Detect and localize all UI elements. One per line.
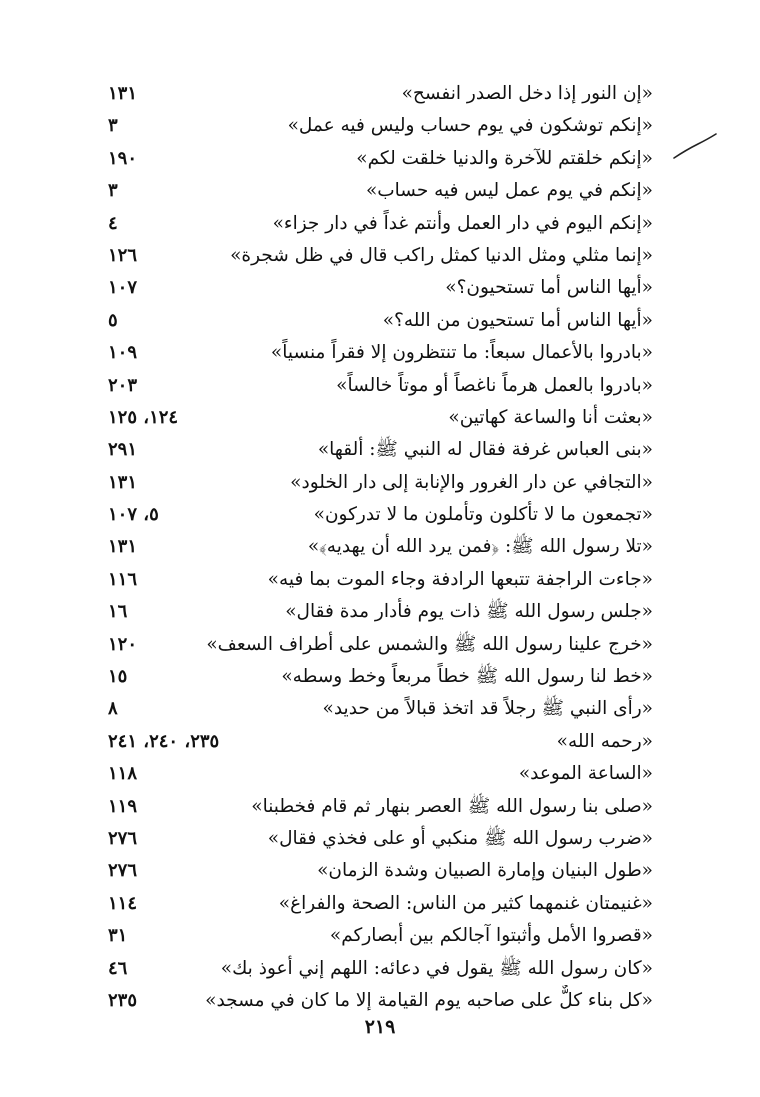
- hadith-text: «غنيمتان غنمهما كثير من الناس: الصحة والفراغ»: [278, 892, 653, 914]
- page-references: ١١٤: [108, 892, 138, 914]
- hadith-text: «جاءت الراجفة تتبعها الرادفة وجاء الموت بما فيه»: [267, 568, 653, 590]
- page-references: ٥، ١٠٧: [108, 504, 159, 526]
- index-entry: [108, 434, 653, 466]
- page-references: ٢٠٣: [108, 374, 138, 396]
- hadith-text: «قصروا الأمل وأثبتوا آجالكم بين أبصاركم»: [329, 925, 653, 947]
- index-entry: [108, 629, 653, 661]
- page-references: ١٣١: [108, 536, 138, 558]
- index-entry: [108, 726, 653, 758]
- hadith-text: «إنما مثلي ومثل الدنيا كمثل راكب قال في ظل شجرة»: [230, 244, 653, 266]
- page-references: ١٢٠: [108, 633, 138, 655]
- hadith-text: «بادروا بالعمل هرماً ناغصاً أو موتاً خالساً»: [336, 374, 653, 396]
- index-entry: [108, 370, 653, 402]
- hadith-text: «أيها الناس أما تستحيون؟»: [445, 277, 653, 299]
- page-references: ١١٩: [108, 795, 138, 817]
- page-references: ٢٧٦: [108, 827, 138, 849]
- hadith-text: «صلى بنا رسول الله ﷺ العصر بنهار ثم قام فخطبنا»: [251, 795, 653, 817]
- index-entry: [108, 143, 653, 175]
- hadith-index-list: [108, 78, 653, 1017]
- page-number: ٢١٩: [364, 1016, 396, 1038]
- index-entry: [108, 305, 653, 337]
- index-entry: [108, 985, 653, 1017]
- index-entry: [108, 693, 653, 725]
- hadith-text: «أيها الناس أما تستحيون من الله؟»: [382, 309, 653, 331]
- index-entry: [108, 78, 653, 110]
- page-references: ٣١: [108, 925, 128, 947]
- index-entry: [108, 920, 653, 952]
- hadith-text: «كل بناء كلٌّ على صاحبه يوم القيامة إلا ما كان في مسجد»: [205, 989, 653, 1011]
- page-references: ١١٦: [108, 568, 138, 590]
- index-entry: [108, 110, 653, 142]
- index-entry: [108, 758, 653, 790]
- page-references: ٣: [108, 115, 118, 137]
- hadith-text: «التجافي عن دار الغرور والإنابة إلى دار الخلود»: [290, 471, 653, 493]
- hadith-text: «إنكم توشكون في يوم حساب وليس فيه عمل»: [287, 115, 653, 137]
- page-references: ٢٧٦: [108, 860, 138, 882]
- index-entry: [108, 596, 653, 628]
- index-entry: [108, 272, 653, 304]
- hadith-text: «بنى العباس غرفة فقال له النبي ﷺ: ألقها»: [317, 439, 653, 461]
- index-entry: [108, 531, 653, 563]
- hadith-text: «طول البنيان وإمارة الصبيان وشدة الزمان»: [317, 860, 653, 882]
- index-entry: [108, 240, 653, 272]
- hadith-text: «رأى النبي ﷺ رجلاً قد اتخذ قبالاً من حديد»: [322, 698, 653, 720]
- hadith-text: «كان رسول الله ﷺ يقول في دعائه: اللهم إني أعوذ بك»: [220, 957, 653, 979]
- index-entry: [108, 337, 653, 369]
- page-references: ٥: [108, 309, 118, 331]
- hadith-text: «ضرب رسول الله ﷺ منكبي أو على فخذي فقال»: [267, 827, 653, 849]
- hadith-text: «تلا رسول الله ﷺ: ﴿فمن يرد الله أن يهديه﴾»: [307, 536, 653, 558]
- hadith-text: «خط لنا رسول الله ﷺ خطاً مربعاً وخط وسطه»: [281, 666, 653, 688]
- page-references: ٢٣٥: [108, 989, 138, 1011]
- index-entry: [108, 208, 653, 240]
- hadith-text: «إنكم في يوم عمل ليس فيه حساب»: [365, 180, 653, 202]
- index-entry: [108, 855, 653, 887]
- page-references: ١٣١: [108, 83, 138, 104]
- index-entry: [108, 175, 653, 207]
- page-references: ١٦: [108, 601, 128, 623]
- hadith-text: «جلس رسول الله ﷺ ذات يوم فأدار مدة فقال»: [285, 601, 653, 623]
- page-references: ١٩٠: [108, 147, 138, 169]
- index-entry: [108, 823, 653, 855]
- index-entry: [108, 499, 653, 531]
- hadith-text: «رحمه الله»: [556, 730, 653, 752]
- page-references: ٨: [108, 698, 118, 720]
- hadith-text: «الساعة الموعد»: [518, 763, 653, 785]
- index-entry: [108, 791, 653, 823]
- page-references: ١٢٦: [108, 244, 138, 266]
- page-references: ١٠٧: [108, 277, 138, 299]
- margin-pen-mark: [672, 132, 718, 162]
- page-references: ١١٨: [108, 763, 138, 785]
- hadith-text: «خرج علينا رسول الله ﷺ والشمس على أطراف السعف»: [206, 633, 653, 655]
- hadith-text: «بعثت أنا والساعة كهاتين»: [448, 406, 653, 428]
- index-entry: [108, 467, 653, 499]
- hadith-text: «تجمعون ما لا تأكلون وتأملون ما لا تدركون»: [313, 504, 653, 526]
- page-references: ٤٦: [108, 957, 128, 979]
- page-references: ٢٣٥، ٢٤٠، ٢٤١: [108, 730, 220, 752]
- page-references: ٤: [108, 212, 118, 234]
- page-references: ١٥: [108, 666, 128, 688]
- page-references: ٢٩١: [108, 439, 138, 461]
- hadith-text: «إنكم خلقتم للآخرة والدنيا خلقت لكم»: [356, 147, 653, 169]
- index-entry: [108, 564, 653, 596]
- index-entry: [108, 661, 653, 693]
- page-references: ١٢٤، ١٢٥: [108, 406, 179, 428]
- hadith-text: «بادروا بالأعمال سبعاً: ما تنتظرون إلا فقراً منسياً»: [270, 342, 653, 364]
- hadith-text: «إنكم اليوم في دار العمل وأنتم غداً في دار جزاء»: [272, 212, 653, 234]
- page-references: ١٠٩: [108, 342, 138, 364]
- page-references: ١٣١: [108, 471, 138, 493]
- index-entry: [108, 888, 653, 920]
- page-references: ٣: [108, 180, 118, 202]
- index-entry: [108, 953, 653, 985]
- hadith-text: «إن النور إذا دخل الصدر انفسح»: [401, 83, 653, 104]
- index-entry: [108, 402, 653, 434]
